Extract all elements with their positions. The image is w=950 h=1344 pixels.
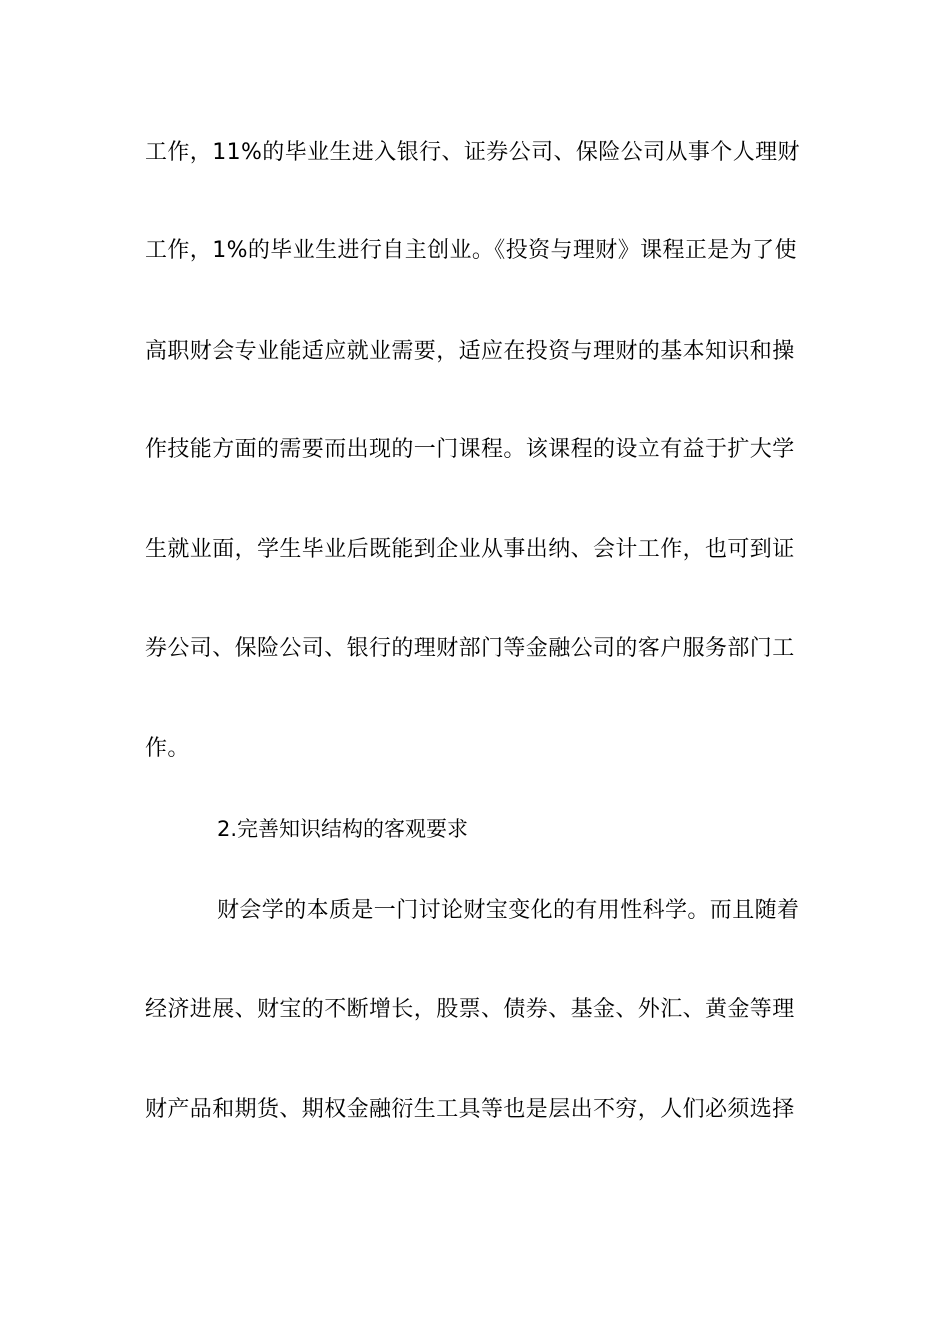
paragraph-1-line-7: 作。 (145, 736, 190, 761)
paragraph-1-line-2: 工作，1%的毕业生进行自主创业。《投资与理财》课程正是为了使 (145, 238, 797, 263)
paragraph-1-line-4: 作技能方面的需要而出现的一门课程。该课程的设立有益于扩大学 (145, 437, 795, 462)
paragraph-1-line-1: 工作，11%的毕业生进入银行、证券公司、保险公司从事个人理财 (145, 140, 800, 165)
paragraph-1-line-5: 生就业面，学生毕业后既能到企业从事出纳、会计工作，也可到证 (145, 537, 795, 562)
paragraph-2-line-3: 财产品和期货、期权金融衍生工具等也是层出不穷，人们必须选择 (145, 1097, 795, 1122)
paragraph-2-line-2: 经济进展、财宝的不断增长，股票、债券、基金、外汇、黄金等理 (145, 997, 795, 1022)
paragraph-1-line-6: 券公司、保险公司、银行的理财部门等金融公司的客户服务部门工 (145, 636, 795, 661)
paragraph-2-line-1: 财会学的本质是一门讨论财宝变化的有用性科学。而且随着 (217, 898, 800, 923)
paragraph-1-line-3: 高职财会专业能适应就业需要，适应在投资与理财的基本知识和操 (145, 339, 795, 364)
section-heading: 2.完善知识结构的客观要求 (217, 817, 469, 841)
